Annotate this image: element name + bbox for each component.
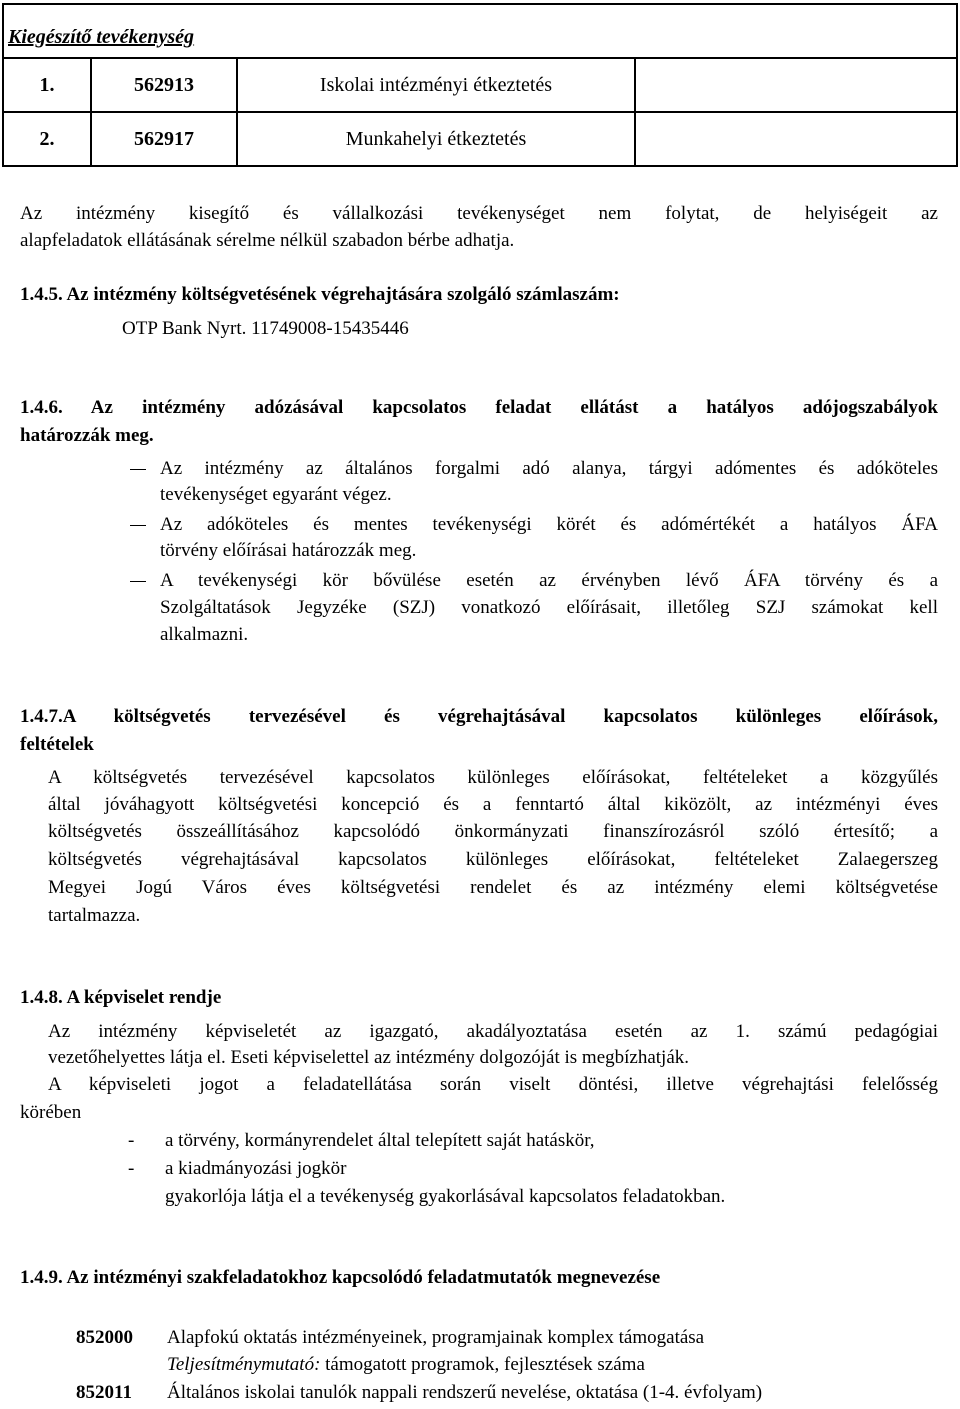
bullet-dash-icon: [130, 525, 146, 526]
bullet-3-line-3: alkalmazni.: [160, 624, 249, 645]
bullet-3-line-1: A tevékenységi kör bővülése esetén az érvényben lévő ÁFA törvény és a: [160, 570, 938, 591]
intro-line-1: Az intézmény kisegítő és vállalkozási tevékenységet nem folytat, de helyiségeit az: [20, 203, 938, 224]
row-code: 562913: [91, 58, 237, 112]
section-147-heading-line-2: feltételek: [20, 734, 94, 755]
section-148-heading: 1.4.8. A képviselet rendje: [20, 987, 222, 1008]
row-empty-cell: [635, 112, 957, 166]
item-name: Általános iskolai tanulók nappali rendszerű nevelése, oktatása (1-4. évfolyam): [167, 1382, 763, 1403]
activity-table-header: [3, 4, 957, 58]
bullet-2-line-1: Az adóköteles és mentes tevékenységi körét és adómértékét a hatályos ÁFA: [160, 514, 938, 535]
activity-table: [2, 3, 958, 167]
bullet-3-line-2: Szolgáltatások Jegyzéke (SZJ) vonatkozó előírásait, illetőleg SZJ számokat kell: [160, 597, 938, 618]
section-145-account: OTP Bank Nyrt. 11749008-15435446: [122, 318, 409, 339]
list-item: a törvény, kormányrendelet által telepített saját hatáskör,: [165, 1130, 595, 1151]
section-148-line: A képviseleti jogot a feladatellátása során viselt döntési, illetve végrehajtási felelősség: [48, 1074, 938, 1095]
section-147-heading-line-1: 1.4.7.A költségvetés tervezésével és végrehajtásával kapcsolatos különleges előírások,: [20, 706, 938, 727]
item-name: Alapfokú oktatás intézményeinek, programjainak komplex támogatása: [167, 1327, 705, 1348]
section-149-heading: 1.4.9. Az intézményi szakfeladatokhoz kapcsolódó feladatmutatók megnevezése: [20, 1267, 661, 1288]
section-147-line: A költségvetés tervezésével kapcsolatos különleges előírásokat, feltételeket a közgyűlés: [48, 767, 938, 788]
bullet-1-line-2: tevékenységet egyaránt végez.: [160, 484, 392, 505]
bullet-dash-icon: [130, 581, 146, 582]
section-147-line: költségvetés végrehajtásával kapcsolatos különleges előírásokat, feltételeket Zalaegerszeg: [48, 849, 938, 870]
section-146-heading-line-1: 1.4.6. Az intézmény adózásával kapcsolatos feladat ellátást a hatályos adójogszabályok: [20, 397, 938, 418]
row-code: 562917: [91, 112, 237, 166]
section-145-heading: 1.4.5. Az intézmény költségvetésének végrehajtására szolgáló számlaszám:: [20, 284, 620, 305]
section-147-line: költségvetés összeállításához kapcsolódó önkormányzati finanszírozásról szóló értesítő; a: [48, 821, 938, 842]
section-147-line: által jóváhagyott költségvetési koncepció és a fenntartó által kiközölt, az intézményi éves: [48, 794, 938, 815]
bullet-dash-icon: [130, 469, 146, 470]
row-number: 1.: [3, 58, 91, 112]
row-name: Munkahelyi étkeztetés: [237, 112, 635, 166]
table-row: [3, 112, 957, 166]
row-number: 2.: [3, 112, 91, 166]
section-148-line: vezetőhelyettes látja el. Eseti képviselettel az intézmény dolgozóját is megbízhatják.: [48, 1047, 690, 1068]
section-148-line: Az intézmény képviseletét az igazgató, akadályoztatása esetén az 1. számú pedagógiai: [48, 1021, 938, 1042]
item-code: 852011: [76, 1382, 132, 1403]
section-147-line: Megyei Jogú Város éves költségvetési rendelet és az intézmény elemi költségvetése: [48, 877, 938, 898]
row-empty-cell: [635, 58, 957, 112]
item-code: 852000: [76, 1327, 133, 1348]
item-indicator: [167, 1354, 645, 1376]
list-marker: -: [128, 1158, 135, 1179]
activity-table-header-row: [3, 4, 957, 58]
table-row: [3, 58, 957, 112]
section-147-line: tartalmazza.: [48, 905, 141, 926]
indicator-text: támogatott programok, fejlesztések száma: [320, 1354, 645, 1375]
list-marker: -: [128, 1130, 135, 1151]
bullet-2-line-2: törvény előírásai határozzák meg.: [160, 540, 417, 561]
section-148-line: körében: [20, 1102, 82, 1123]
indicator-label: Teljesítménymutató:: [167, 1354, 321, 1375]
intro-line-2: alapfeladatok ellátásának sérelme nélkül szabadon bérbe adhatja.: [20, 230, 515, 251]
activity-table-header-text: Kiegészítő tevékenység: [8, 25, 195, 48]
section-148-closing: gyakorlója látja el a tevékenység gyakorlásával kapcsolatos feladatokban.: [165, 1186, 726, 1207]
bullet-1-line-1: Az intézmény az általános forgalmi adó alanya, tárgyi adómentes és adóköteles: [160, 458, 938, 479]
section-146-heading-line-2: határozzák meg.: [20, 425, 154, 446]
list-item: a kiadmányozási jogkör: [165, 1158, 347, 1179]
row-name: Iskolai intézményi étkeztetés: [237, 58, 635, 112]
